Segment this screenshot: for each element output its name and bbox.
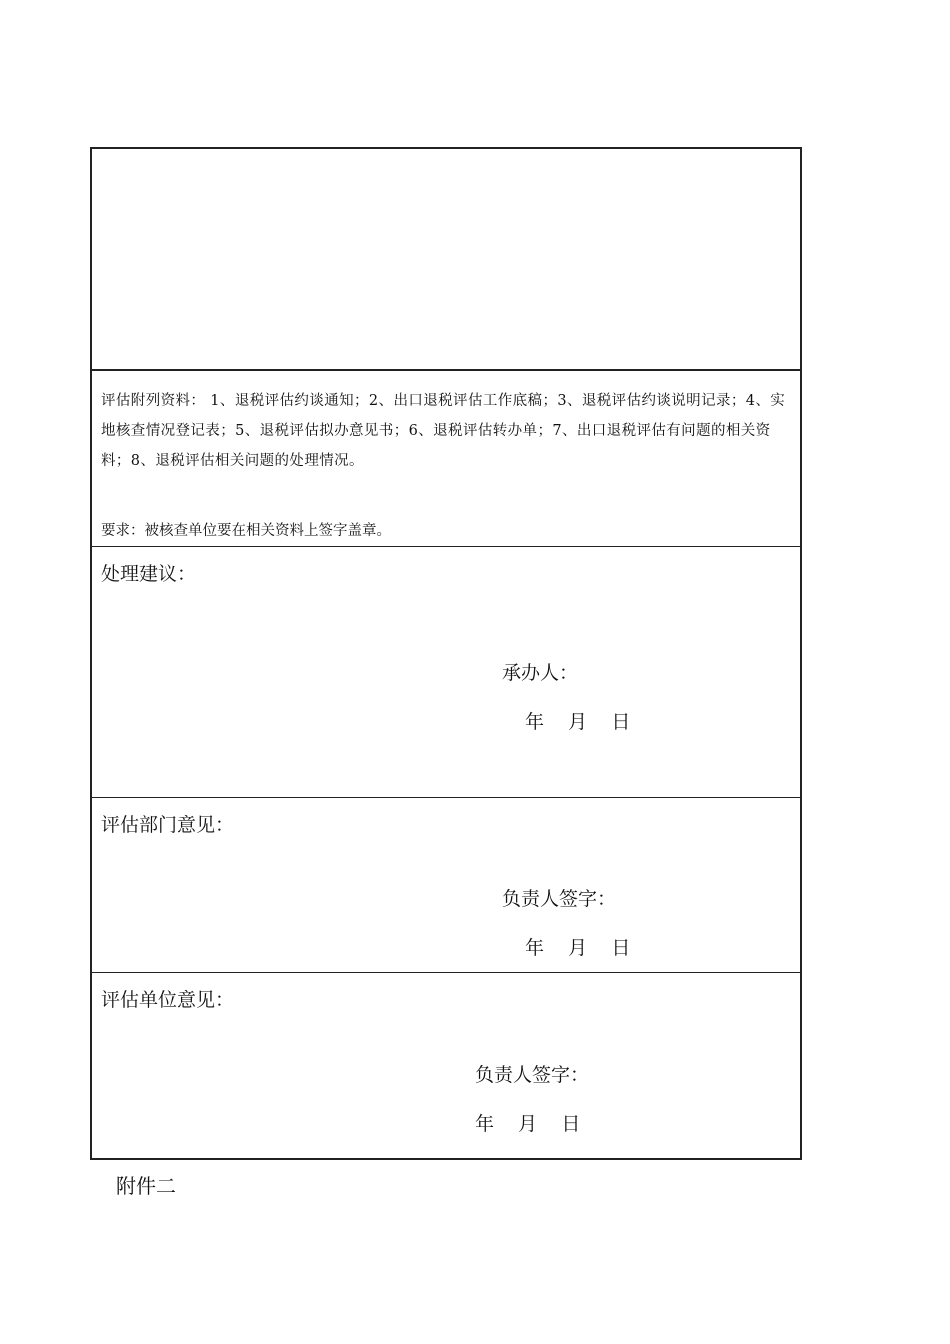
appendix-label: 附件二 <box>116 1174 176 1198</box>
form-table <box>90 147 802 1160</box>
attachments-section <box>92 371 800 547</box>
unit-signature-label: 负责人签字： <box>475 1064 590 1086</box>
attachments-requirement: 要求：被核查单位要在相关资料上签字盖章。 <box>101 523 391 539</box>
processing-suggestion-section <box>92 547 800 798</box>
unit-date-label: 年 月 日 <box>475 1113 581 1135</box>
blank-section <box>92 149 800 371</box>
dept-signature-label: 负责人签字： <box>502 888 617 910</box>
processing-date-label: 年 月 日 <box>525 711 631 733</box>
handler-label: 承办人： <box>502 662 579 684</box>
dept-date-label: 年 月 日 <box>525 937 631 959</box>
processing-heading: 处理建议： <box>101 563 197 585</box>
dept-opinion-heading: 评估部门意见： <box>101 814 235 836</box>
unit-opinion-heading: 评估单位意见： <box>101 989 235 1011</box>
unit-opinion-section <box>92 973 800 1158</box>
attachments-list-text: 评估附列资料： 1、退税评估约谈通知；2、出口退税评估工作底稿；3、退税评估约谈说明记录；4、实地核查情况登记表；5、退税评估拟办意见书；6、退税评估转办单；7、出口退税评估有问题的相关资料；8、退税评估相关问题的处理情况。 <box>101 393 786 469</box>
dept-opinion-section <box>92 798 800 973</box>
